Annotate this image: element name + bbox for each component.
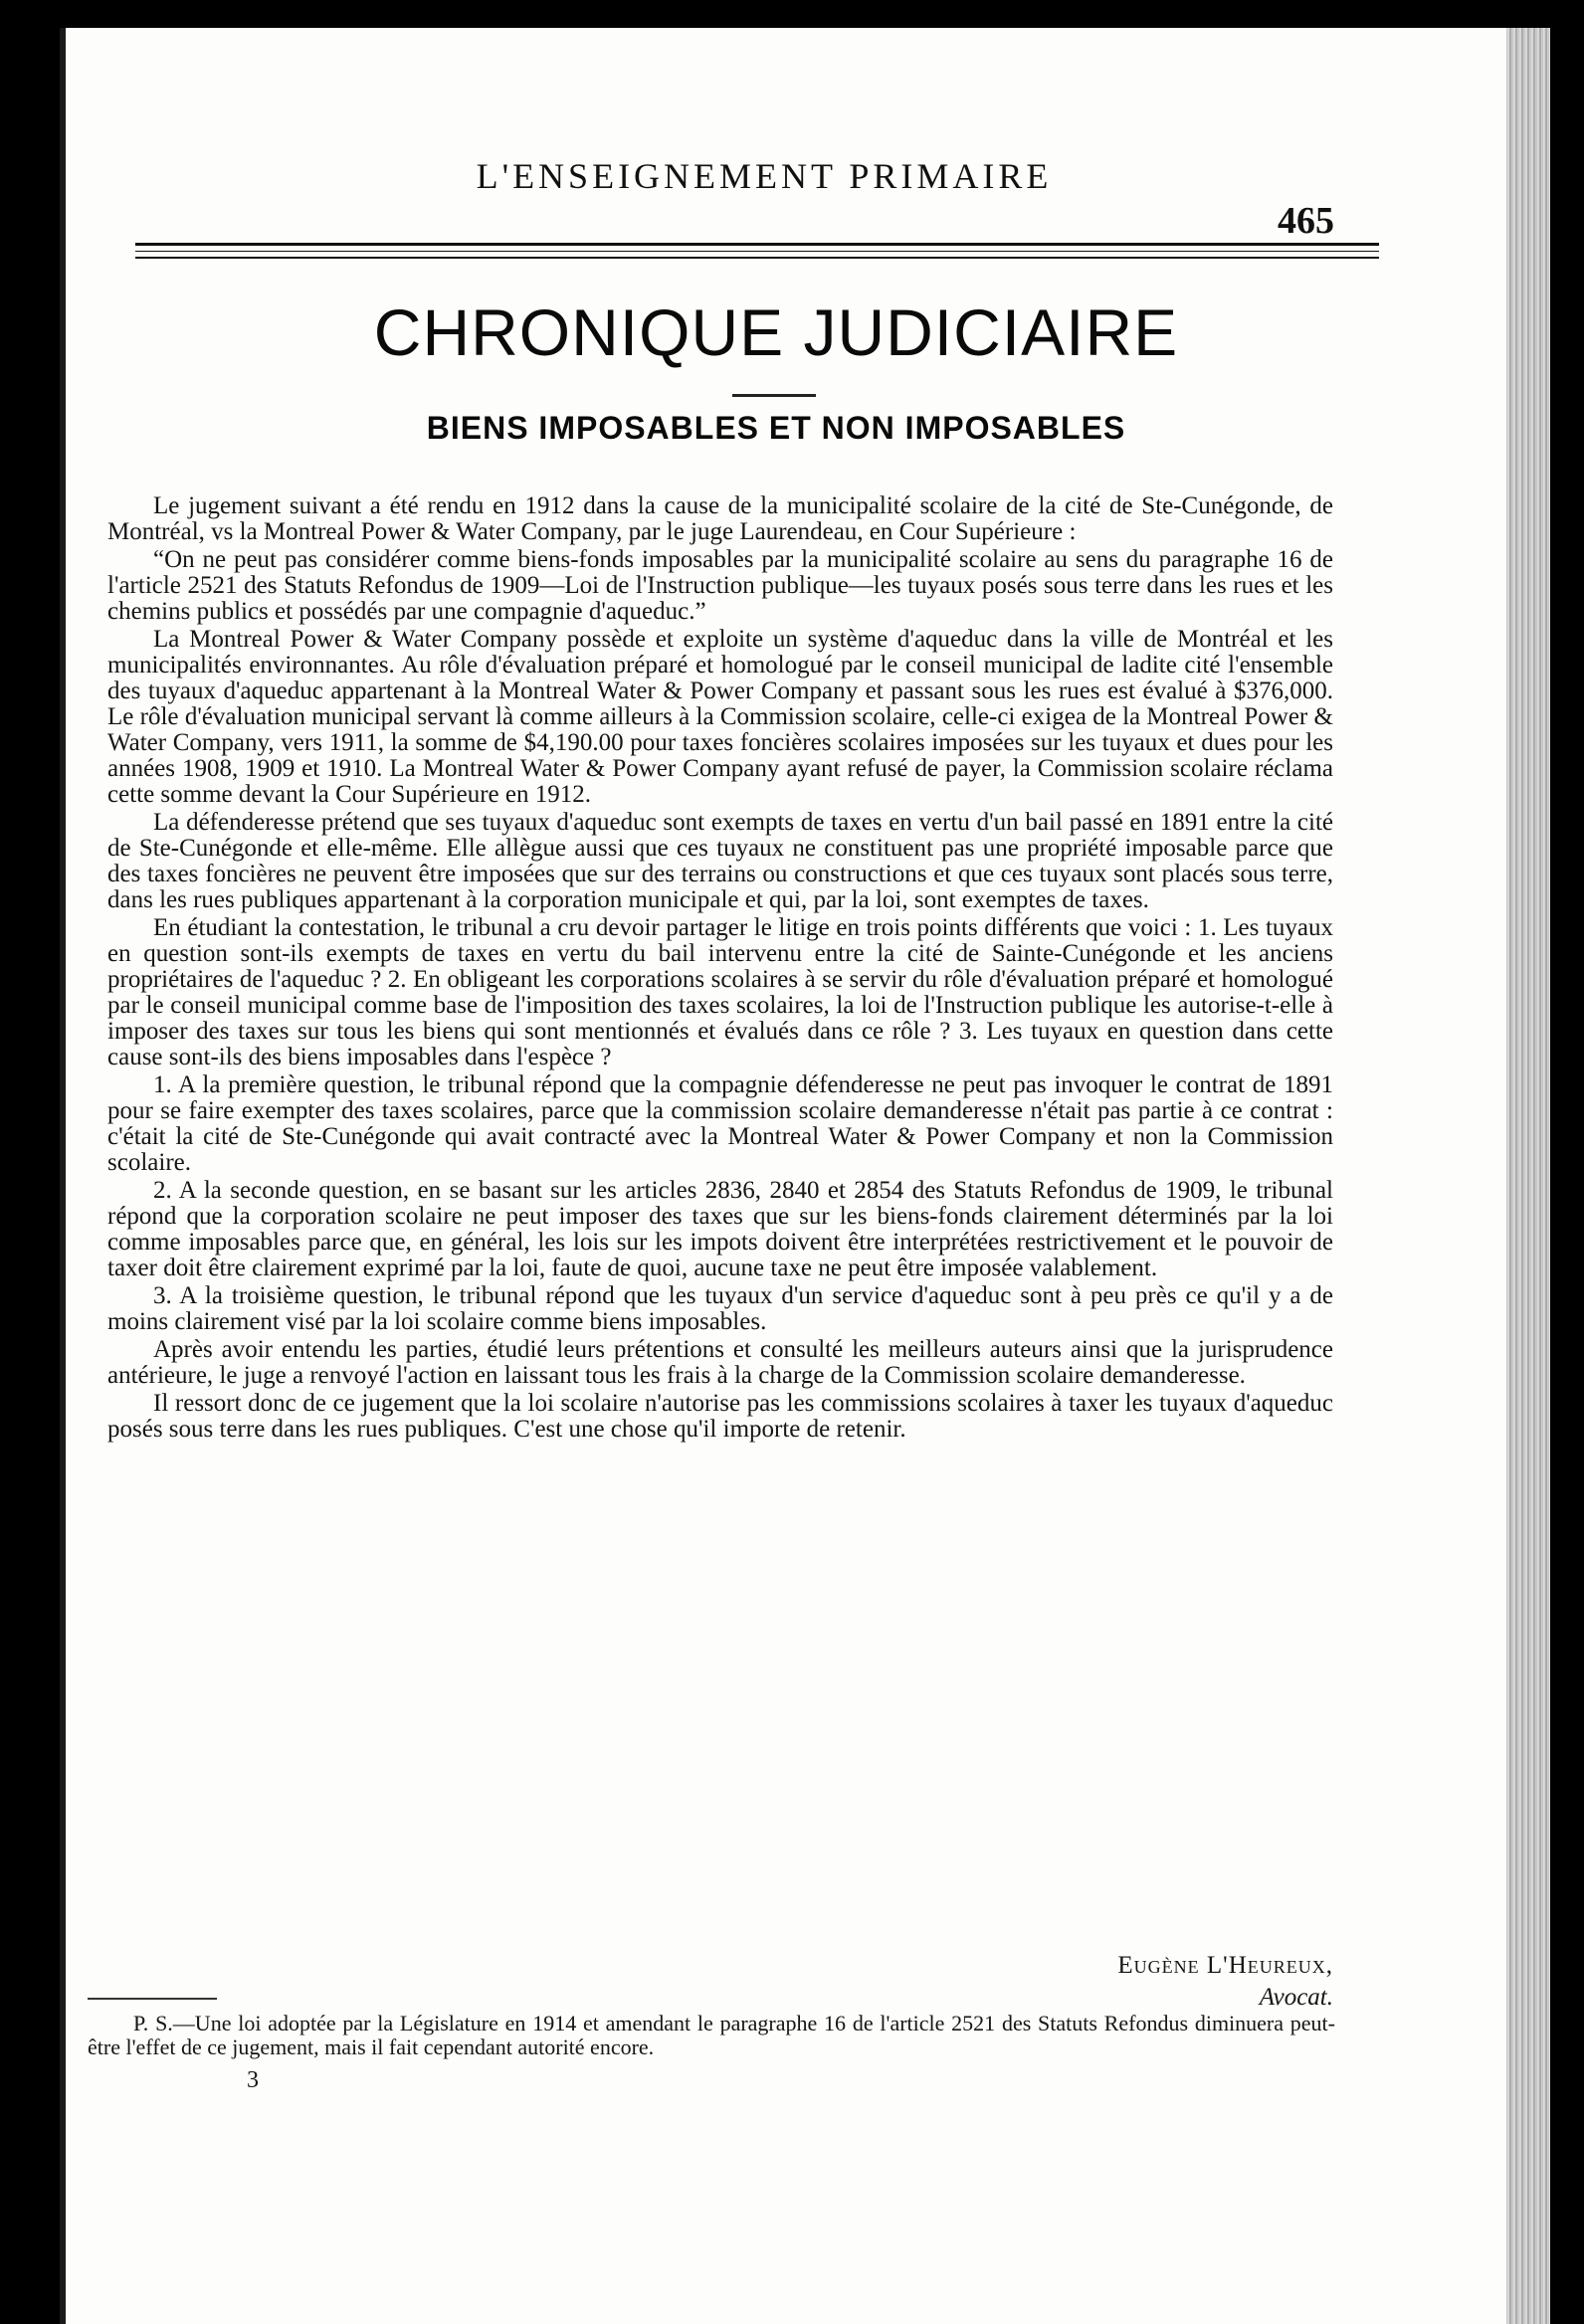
footnote-rule — [88, 1998, 217, 2000]
book-page — [60, 28, 1550, 2324]
paragraph-facts: La Montreal Power & Water Company possède et exploite un système d'aqueduc dans la ville de Montréal et les municipalités environnantes. Au rôle d'évaluation préparé et homologué par le conseil municipal de ladite cité l'ensemble des tuyaux d'aqueduc appartenant à la Montreal Water & Power Company et passant sous les rues est évalué à $376,000. Le rôle d'évaluation municipal servant là comme ailleurs à la Commission scolaire, celle-ci exigea de la Montreal Power & Water Company, vers 1911, la somme de $4,190.00 pour taxes foncières scolaires imposées sur les tuyaux et dues pour les années 1908, 1909 et 1910. La Montreal Water & Power Company ayant refusé de payer, la Commission scolaire réclama cette somme devant la Cour Supérieure en 1912. — [107, 626, 1333, 808]
footnote — [88, 2012, 1335, 2059]
footnote-text: P. S.—Une loi adoptée par la Législature en 1914 et amendant le paragraphe 16 de l'article 2521 des Statuts Refondus diminuera peut-être l'effet de ce jugement, mais il fait cependant autorité encore. — [88, 2011, 1335, 2059]
paragraph-conclusion: Il ressort donc de ce jugement que la loi scolaire n'autorise pas les commissions scolaires à taxer les tuyaux d'aqueduc posés sous terre dans les rues publiques. C'est une chose qu'il importe de retenir. — [107, 1390, 1333, 1443]
header-rule-top — [135, 243, 1379, 246]
paragraph-ruling: Après avoir entendu les parties, étudié leurs prétentions et consulté les meilleurs auteurs ainsi que la jurisprudence antérieure, le juge a renvoyé l'action en laissant tous les frais à la charge de la Commission scolaire demanderesse. — [107, 1336, 1333, 1389]
author-title: Avocat. — [1259, 1984, 1333, 2011]
author-name: Eugène L'Heureux, — [1117, 1952, 1333, 1979]
page-left-edge — [60, 28, 66, 2324]
paragraph-issues: En étudiant la contestation, le tribunal a cru devoir partager le litige en trois points différents que voici : 1. Les tuyaux en question sont-ils exempts de taxes en vertu du bail intervenu entre la cité de Sainte-Cunégonde et les anciens propriétaires de l'aqueduc ? 2. En obligeant les corporations scolaires à se servir du rôle d'évaluation préparé et homologué par le conseil municipal comme base de l'imposition des taxes scolaires, la loi de l'Instruction publique les autorise-t-elle à imposer des taxes sur tous les biens qui sont mentionnés et évalués dans ce rôle ? 3. Les tuyaux en question dans cette cause sont-ils des biens imposables dans l'espèce ? — [107, 914, 1333, 1070]
author-signature — [915, 1952, 1333, 2012]
paragraph-defense: La défenderesse prétend que ses tuyaux d'aqueduc sont exempts de taxes en vertu d'un bail passé en 1891 entre la cité de Ste-Cunégonde et elle-même. Elle allègue aussi que ces tuyaux ne constituent pas une propriété imposable parce que des taxes foncières ne peuvent être imposées que sur des terrains ou constructions et que ces tuyaux sont placés sous terre, dans les rues publiques appartenant à la corporation municipale et qui, par la loi, sont exemptes de taxes. — [107, 809, 1333, 913]
article-body — [107, 493, 1333, 1445]
header-rule-middle — [135, 251, 1379, 252]
title-divider — [732, 394, 816, 397]
running-head: L'ENSEIGNEMENT PRIMAIRE — [476, 156, 1053, 196]
paragraph-judgment-intro: Le jugement suivant a été rendu en 1912 dans la cause de la municipalité scolaire de la cité de Ste-Cunégonde, de Montréal, vs la Montreal Power & Water Company, par le juge Laurendeau, en Cour Supérieure : — [107, 492, 1333, 545]
paragraph-answer-3: 3. A la troisième question, le tribunal répond que les tuyaux d'un service d'aqueduc sont à peu près ce qu'il y a de moins clairement visé par la loi scolaire comme biens imposables. — [107, 1282, 1333, 1335]
header-rule-bottom — [135, 257, 1379, 259]
page-right-edge — [1506, 28, 1550, 2324]
paragraph-answer-1: 1. A la première question, le tribunal répond que la compagnie défenderesse ne peut pas invoquer le contrat de 1891 pour se faire exempter des taxes scolaires, parce que la commission scolaire demanderesse n'était pas partie à ce contrat : c'était la cité de Ste-Cunégonde qui avait contracté avec la Montreal Water & Power Company et non la Commission scolaire. — [107, 1071, 1333, 1176]
paragraph-answer-2: 2. A la seconde question, en se basant sur les articles 2836, 2840 et 2854 des Statuts Refondus de 1909, le tribunal répond que la corporation scolaire ne peut imposer des taxes que sur les biens-fonds clairement déterminés par la loi comme imposables parce que, en général, les lois sur les impots doivent être interprétées restrictivement et le pouvoir de taxer doit être clairement exprimé par la loi, faute de quoi, aucune taxe ne peut être imposée valablement. — [107, 1177, 1333, 1281]
page-number: 465 — [1278, 200, 1334, 242]
printer-signature-mark: 3 — [247, 2067, 259, 2093]
paragraph-quote: “On ne peut pas considérer comme biens-fonds imposables par la municipalité scolaire au sens du paragraphe 16 de l'article 2521 des Statuts Refondus de 1909—Loi de l'Instruction publique—les tuyaux posés sous terre dans les rues et les chemins publics et possédés par une compagnie d'aqueduc.” — [107, 546, 1333, 625]
article-title: CHRONIQUE JUDICIAIRE — [373, 295, 1179, 369]
article-subtitle: BIENS IMPOSABLES ET NON IMPOSABLES — [426, 410, 1126, 446]
